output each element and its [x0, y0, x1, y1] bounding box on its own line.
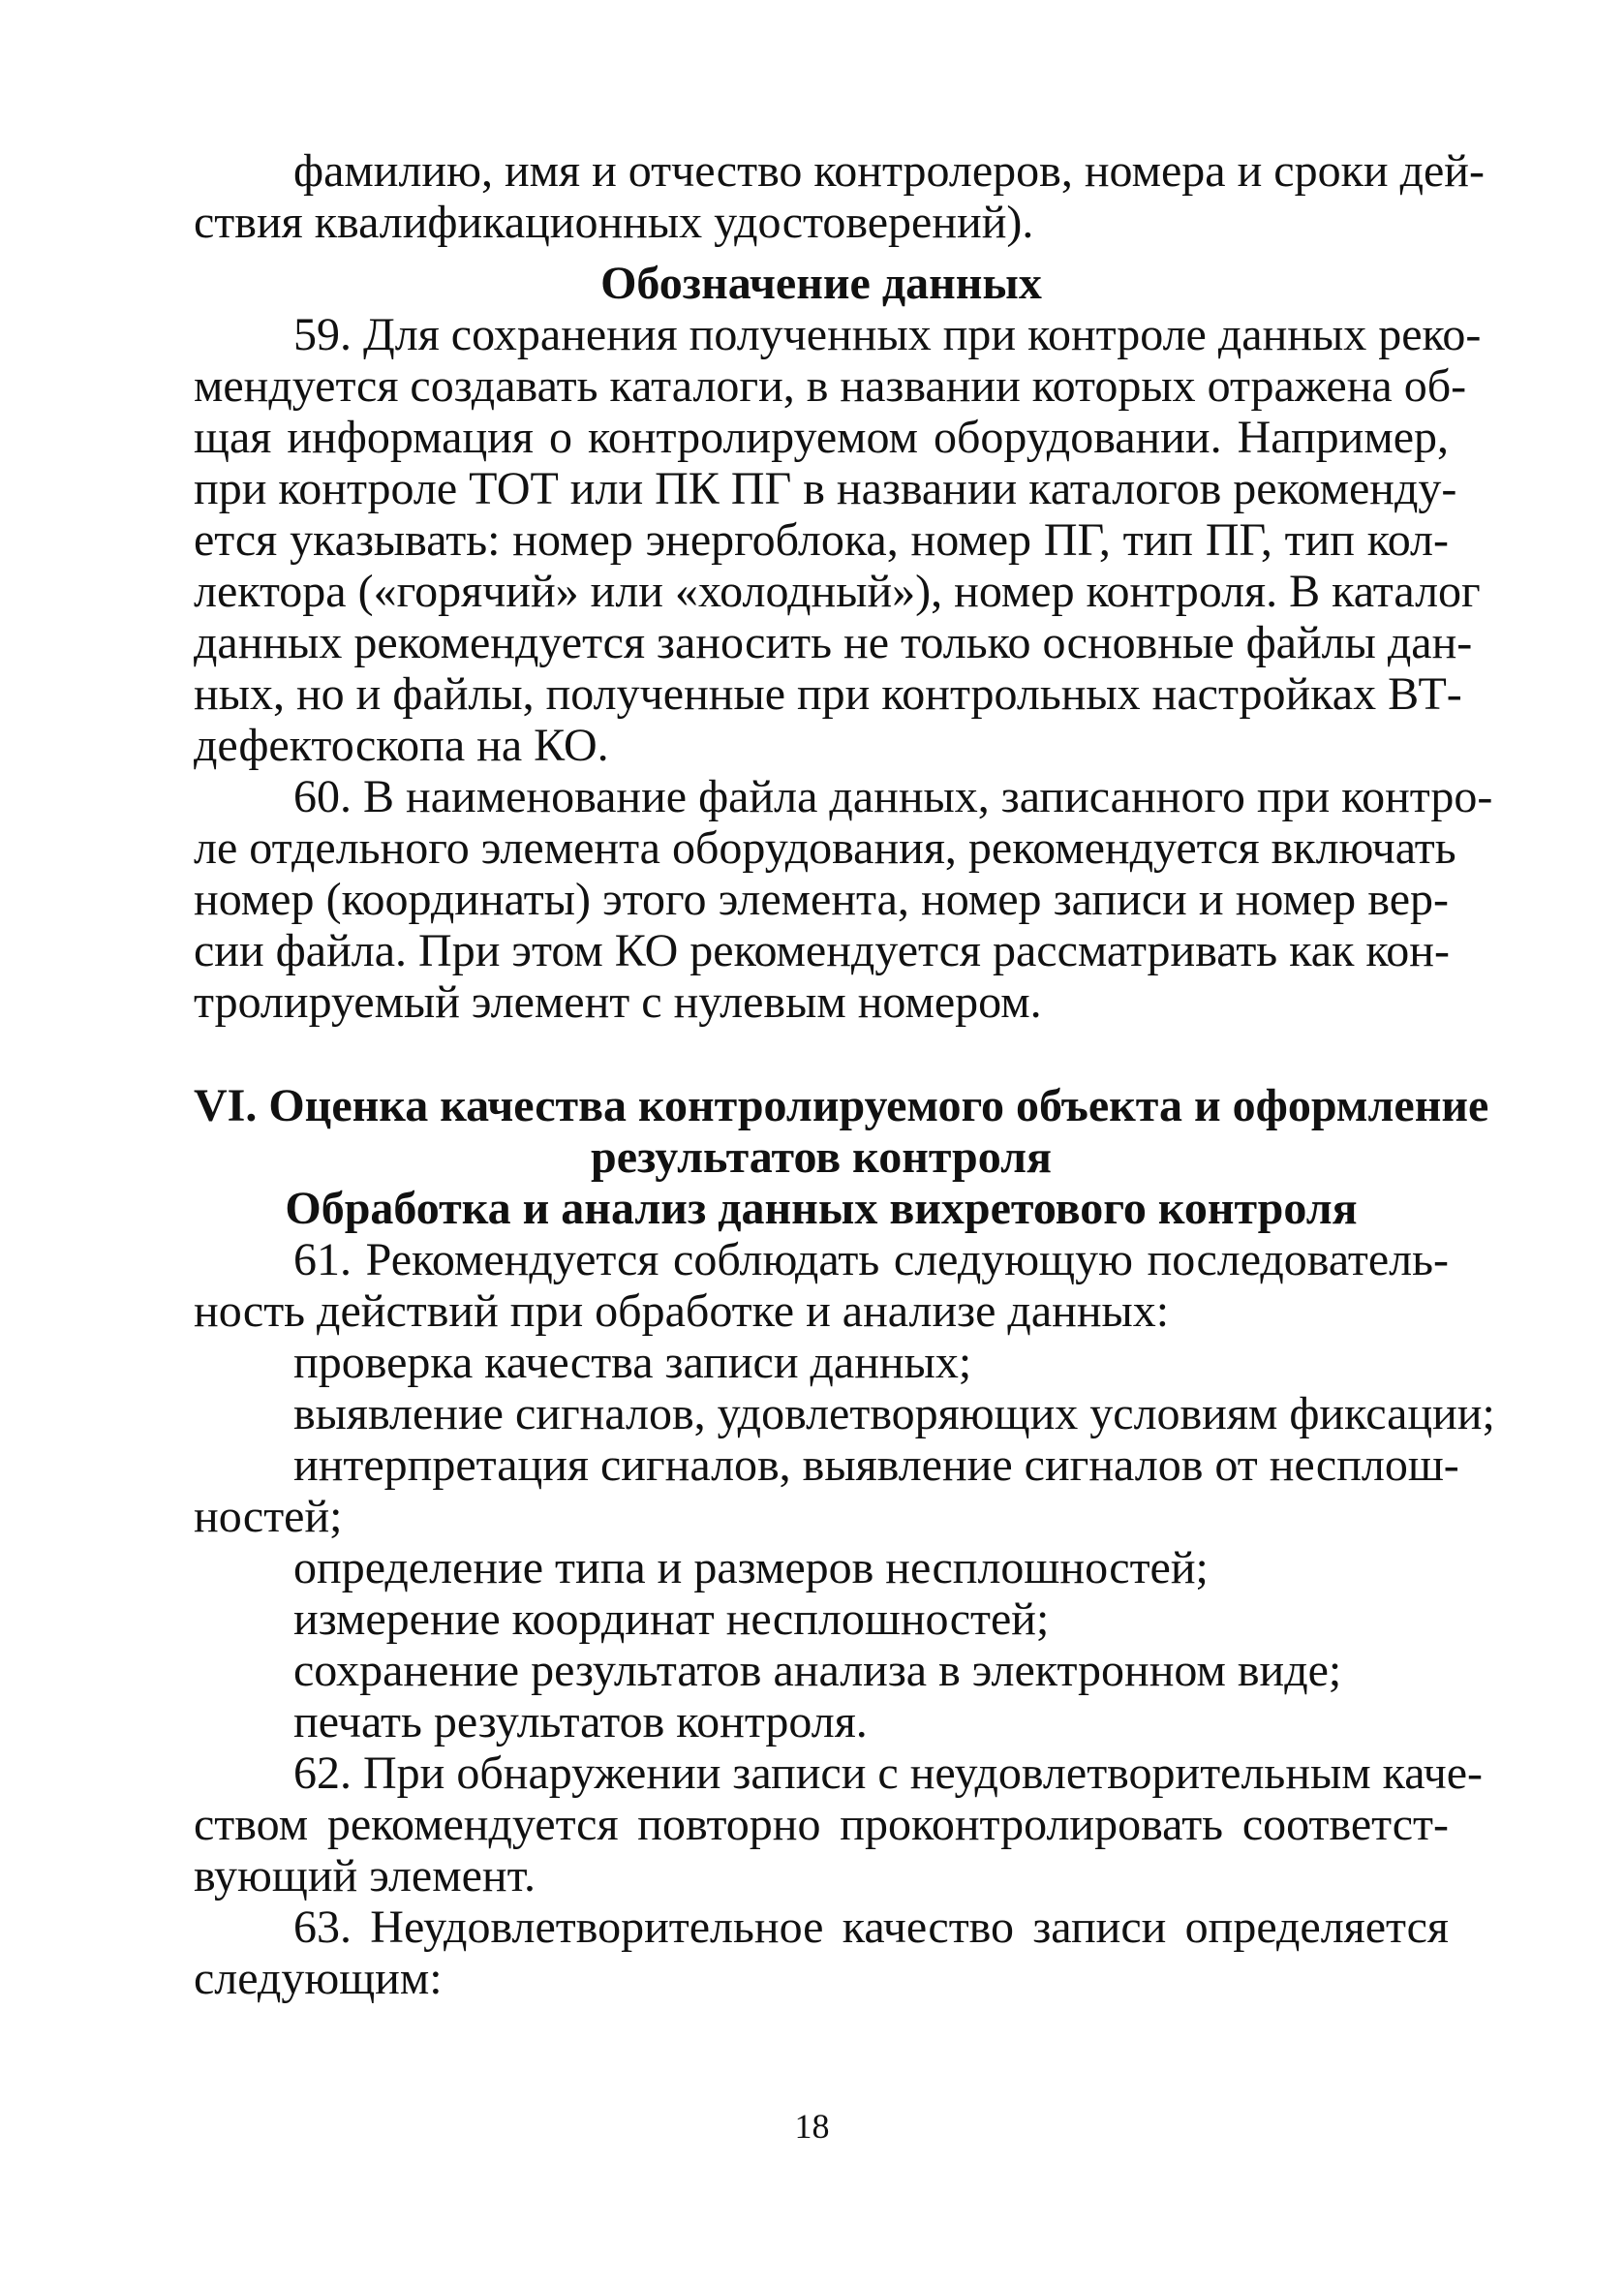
text-line: ле отдельного элемента оборудования, рекомендуется включать [194, 822, 1456, 874]
text-line: фамилию, имя и отчество контролеров, номера и сроки дей- [293, 145, 1485, 197]
section-title-line: результатов контроля [591, 1131, 1052, 1183]
section-title-line: VI. Оценка качества контролируемого объекта и оформление [194, 1080, 1489, 1131]
paragraph-59 [194, 309, 1482, 771]
list-item: проверка качества записи данных; [293, 1337, 972, 1388]
paragraph-60 [194, 771, 1493, 1028]
text-line: при контроле ТОТ или ПК ПГ в названии каталогов рекоменду- [194, 463, 1457, 514]
list-item: интерпретация сигналов, выявление сигналов от несплош- [293, 1439, 1459, 1491]
text-line: номер (координаты) этого элемента, номер записи и номер вер- [194, 874, 1449, 925]
text-line: ствия квалификационных удостоверений). [194, 197, 1034, 248]
paragraph-63 [194, 1902, 1449, 2004]
text-line: мендуется создавать каталоги, в названии которых отражена об- [194, 360, 1467, 412]
text-line: сии файла. При этом КО рекомендуется рассматривать как кон- [194, 925, 1450, 976]
paragraph-62 [194, 1747, 1484, 1902]
paragraph-61 [194, 1234, 1449, 1337]
text-line: ством рекомендуется повторно проконтролировать соответст- [194, 1799, 1449, 1850]
list-item: печать результатов контроля. [293, 1696, 868, 1747]
list-item: ностей; [194, 1491, 343, 1542]
text-line: 62. При обнаружении записи с неудовлетворительным каче- [293, 1747, 1484, 1799]
text-line: 59. Для сохранения полученных при контроле данных реко- [293, 309, 1482, 360]
text-line: щая информация о контролируемом оборудовании. Например, [194, 412, 1449, 463]
action-list [194, 1337, 1495, 1747]
text-line: данных рекомендуется заносить не только основные файлы дан- [194, 617, 1473, 668]
page-number: 18 [794, 2107, 830, 2146]
heading-data-designation: Обозначение данных [600, 258, 1042, 309]
text-line: лектора («горячий» или «холодный»), номер контроля. В каталог [194, 566, 1481, 617]
list-item: определение типа и размеров несплошностей; [293, 1542, 1209, 1593]
text-line: дефектоскопа на КО. [194, 720, 609, 771]
text-line: ных, но и файлы, полученные при контрольных настройках ВТ- [194, 668, 1462, 720]
intro-paragraph [194, 145, 1485, 248]
text-line: ется указывать: номер энергоблока, номер ПГ, тип ПГ, тип кол- [194, 514, 1449, 566]
text-line: 60. В наименование файла данных, записанного при контро- [293, 771, 1493, 822]
section-title [194, 1080, 1489, 1183]
text-line: тролируемый элемент с нулевым номером. [194, 976, 1042, 1028]
document-page [194, 145, 1495, 2004]
list-item: выявление сигналов, удовлетворяющих условиям фиксации; [293, 1388, 1495, 1439]
subheading-eddy-current: Обработка и анализ данных вихретового контроля [285, 1183, 1358, 1234]
text-line: ность действий при обработке и анализе данных: [194, 1285, 1170, 1337]
text-line: 61. Рекомендуется соблюдать следующую последователь- [293, 1234, 1449, 1285]
text-line: вующий элемент. [194, 1850, 536, 1902]
text-line: следующим: [194, 1953, 443, 2004]
text-line: 63. Неудовлетворительное качество записи определяется [293, 1902, 1449, 1953]
list-item: измерение координат несплошностей; [293, 1593, 1050, 1645]
list-item: сохранение результатов анализа в электронном виде; [293, 1645, 1342, 1696]
